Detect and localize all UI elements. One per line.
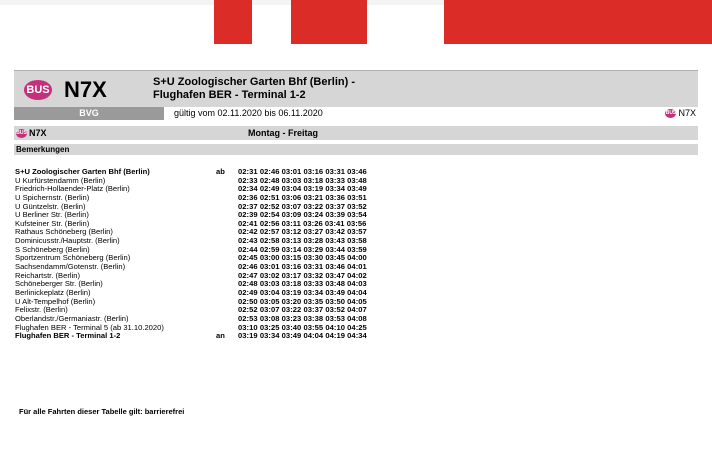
stop-name: Oberlandstr./Germaniastr. (Berlin) (15, 313, 129, 323)
stop-times: 02:50 03:05 03:20 03:35 03:50 04:05 (238, 296, 367, 306)
stop-times: 02:43 02:58 03:13 03:28 03:43 03:58 (238, 236, 367, 246)
remarks-header: Bemerkungen (14, 144, 698, 155)
stop-name: S+U Zoologischer Garten Bhf (Berlin) (15, 167, 150, 176)
stop-times: 02:47 03:02 03:17 03:32 03:47 04:02 (238, 270, 367, 280)
stop-times: 02:31 02:46 03:01 03:16 03:31 03:46 (238, 167, 367, 176)
line-indicator-right (665, 107, 696, 120)
stop-name: Sportzentrum Schöneberg (Berlin) (15, 253, 131, 263)
stop-times: 02:37 02:52 03:07 03:22 03:37 03:52 (238, 201, 367, 211)
service-days: Montag - Freitag (248, 128, 318, 138)
stop-name: U Güntzelstr. (Berlin) (15, 201, 86, 211)
route-line-1: S+U Zoologischer Garten Bhf (Berlin) - (153, 76, 355, 88)
stop-name: Flughafen BER - Terminal 5 (ab 31.10.2020) (15, 322, 164, 332)
stop-name: U Berliner Str. (Berlin) (15, 210, 89, 220)
stop-flag: ab (216, 167, 225, 176)
days-header (14, 126, 698, 140)
stop-times: 03:10 03:25 03:40 03:55 04:10 04:25 (238, 322, 367, 332)
validity-period: gültig vom 02.11.2020 bis 06.11.2020 (174, 108, 323, 118)
bus-icon: BUS (665, 110, 677, 117)
route-title (153, 76, 355, 102)
stop-name: S Schöneberg (Berlin) (15, 244, 90, 254)
brand-red-block-3 (444, 0, 712, 44)
stop-times: 02:39 02:54 03:09 03:24 03:39 03:54 (238, 210, 367, 220)
stop-name: Kufsteiner Str. (Berlin) (15, 218, 90, 228)
stop-times: 03:19 03:34 03:49 04:04 04:19 04:34 (238, 331, 367, 341)
stop-times: 02:53 03:08 03:23 03:38 03:53 04:08 (238, 313, 367, 323)
stop-times: 02:34 02:49 03:04 03:19 03:34 03:49 (238, 184, 367, 194)
stop-times: 02:36 02:51 03:06 03:21 03:36 03:51 (238, 192, 367, 202)
stop-name: Berlinickeplatz (Berlin) (15, 287, 91, 297)
stop-times: 02:52 03:07 03:22 03:37 03:52 04:07 (238, 305, 367, 315)
validity-row (14, 107, 698, 120)
stop-name: Dominicusstr./Hauptstr. (Berlin) (15, 236, 120, 246)
stop-times: 02:48 03:03 03:18 03:33 03:48 04:03 (238, 279, 367, 289)
line-number: N7X (64, 77, 107, 102)
stop-name: Sachsendamm/Gotenstr. (Berlin) (15, 262, 126, 272)
stop-flag: an (216, 331, 225, 341)
stop-times: 02:41 02:56 03:11 03:26 03:41 03:56 (238, 218, 367, 228)
stop-name: Reichartstr. (Berlin) (15, 270, 80, 280)
stop-times: 02:33 02:48 03:03 03:18 03:33 03:48 (238, 175, 367, 185)
bus-icon: BUS (16, 130, 27, 137)
operator-label: BVG (14, 107, 164, 120)
stop-name: Rathaus Schöneberg (Berlin) (15, 227, 113, 237)
stop-times: 02:49 03:04 03:19 03:34 03:49 04:04 (238, 287, 367, 297)
stop-name: Friedrich-Hollaender-Platz (Berlin) (15, 184, 130, 194)
line-indicator (16, 126, 47, 140)
stop-name: U Kurfürstendamm (Berlin) (15, 175, 106, 185)
brand-red-block-2 (291, 0, 367, 44)
bus-icon: BUS (24, 80, 52, 100)
table-row (15, 332, 415, 341)
stop-name: Felixstr. (Berlin) (15, 305, 68, 315)
stop-name: U Spichernstr. (Berlin) (15, 192, 90, 202)
timetable-header (14, 70, 698, 107)
stop-times: 02:44 02:59 03:14 03:29 03:44 03:59 (238, 244, 367, 254)
stop-times: 02:42 02:57 03:12 03:27 03:42 03:57 (238, 227, 367, 237)
line-label: N7X (29, 128, 47, 138)
brand-red-block-1 (214, 0, 252, 44)
line-label: N7X (678, 108, 696, 118)
footnote: Für alle Fahrten dieser Tabelle gilt: barrierefrei (19, 407, 185, 416)
stop-times: 02:45 03:00 03:15 03:30 03:45 04:00 (238, 253, 367, 263)
stop-times: 02:46 03:01 03:16 03:31 03:46 04:01 (238, 262, 367, 272)
stop-table (15, 168, 415, 341)
stop-name: U Alt-Tempelhof (Berlin) (15, 296, 96, 306)
stop-name: Schöneberger Str. (Berlin) (15, 279, 103, 289)
stop-name: Flughafen BER - Terminal 1-2 (15, 331, 121, 341)
route-line-2: Flughafen BER - Terminal 1-2 (153, 89, 306, 101)
